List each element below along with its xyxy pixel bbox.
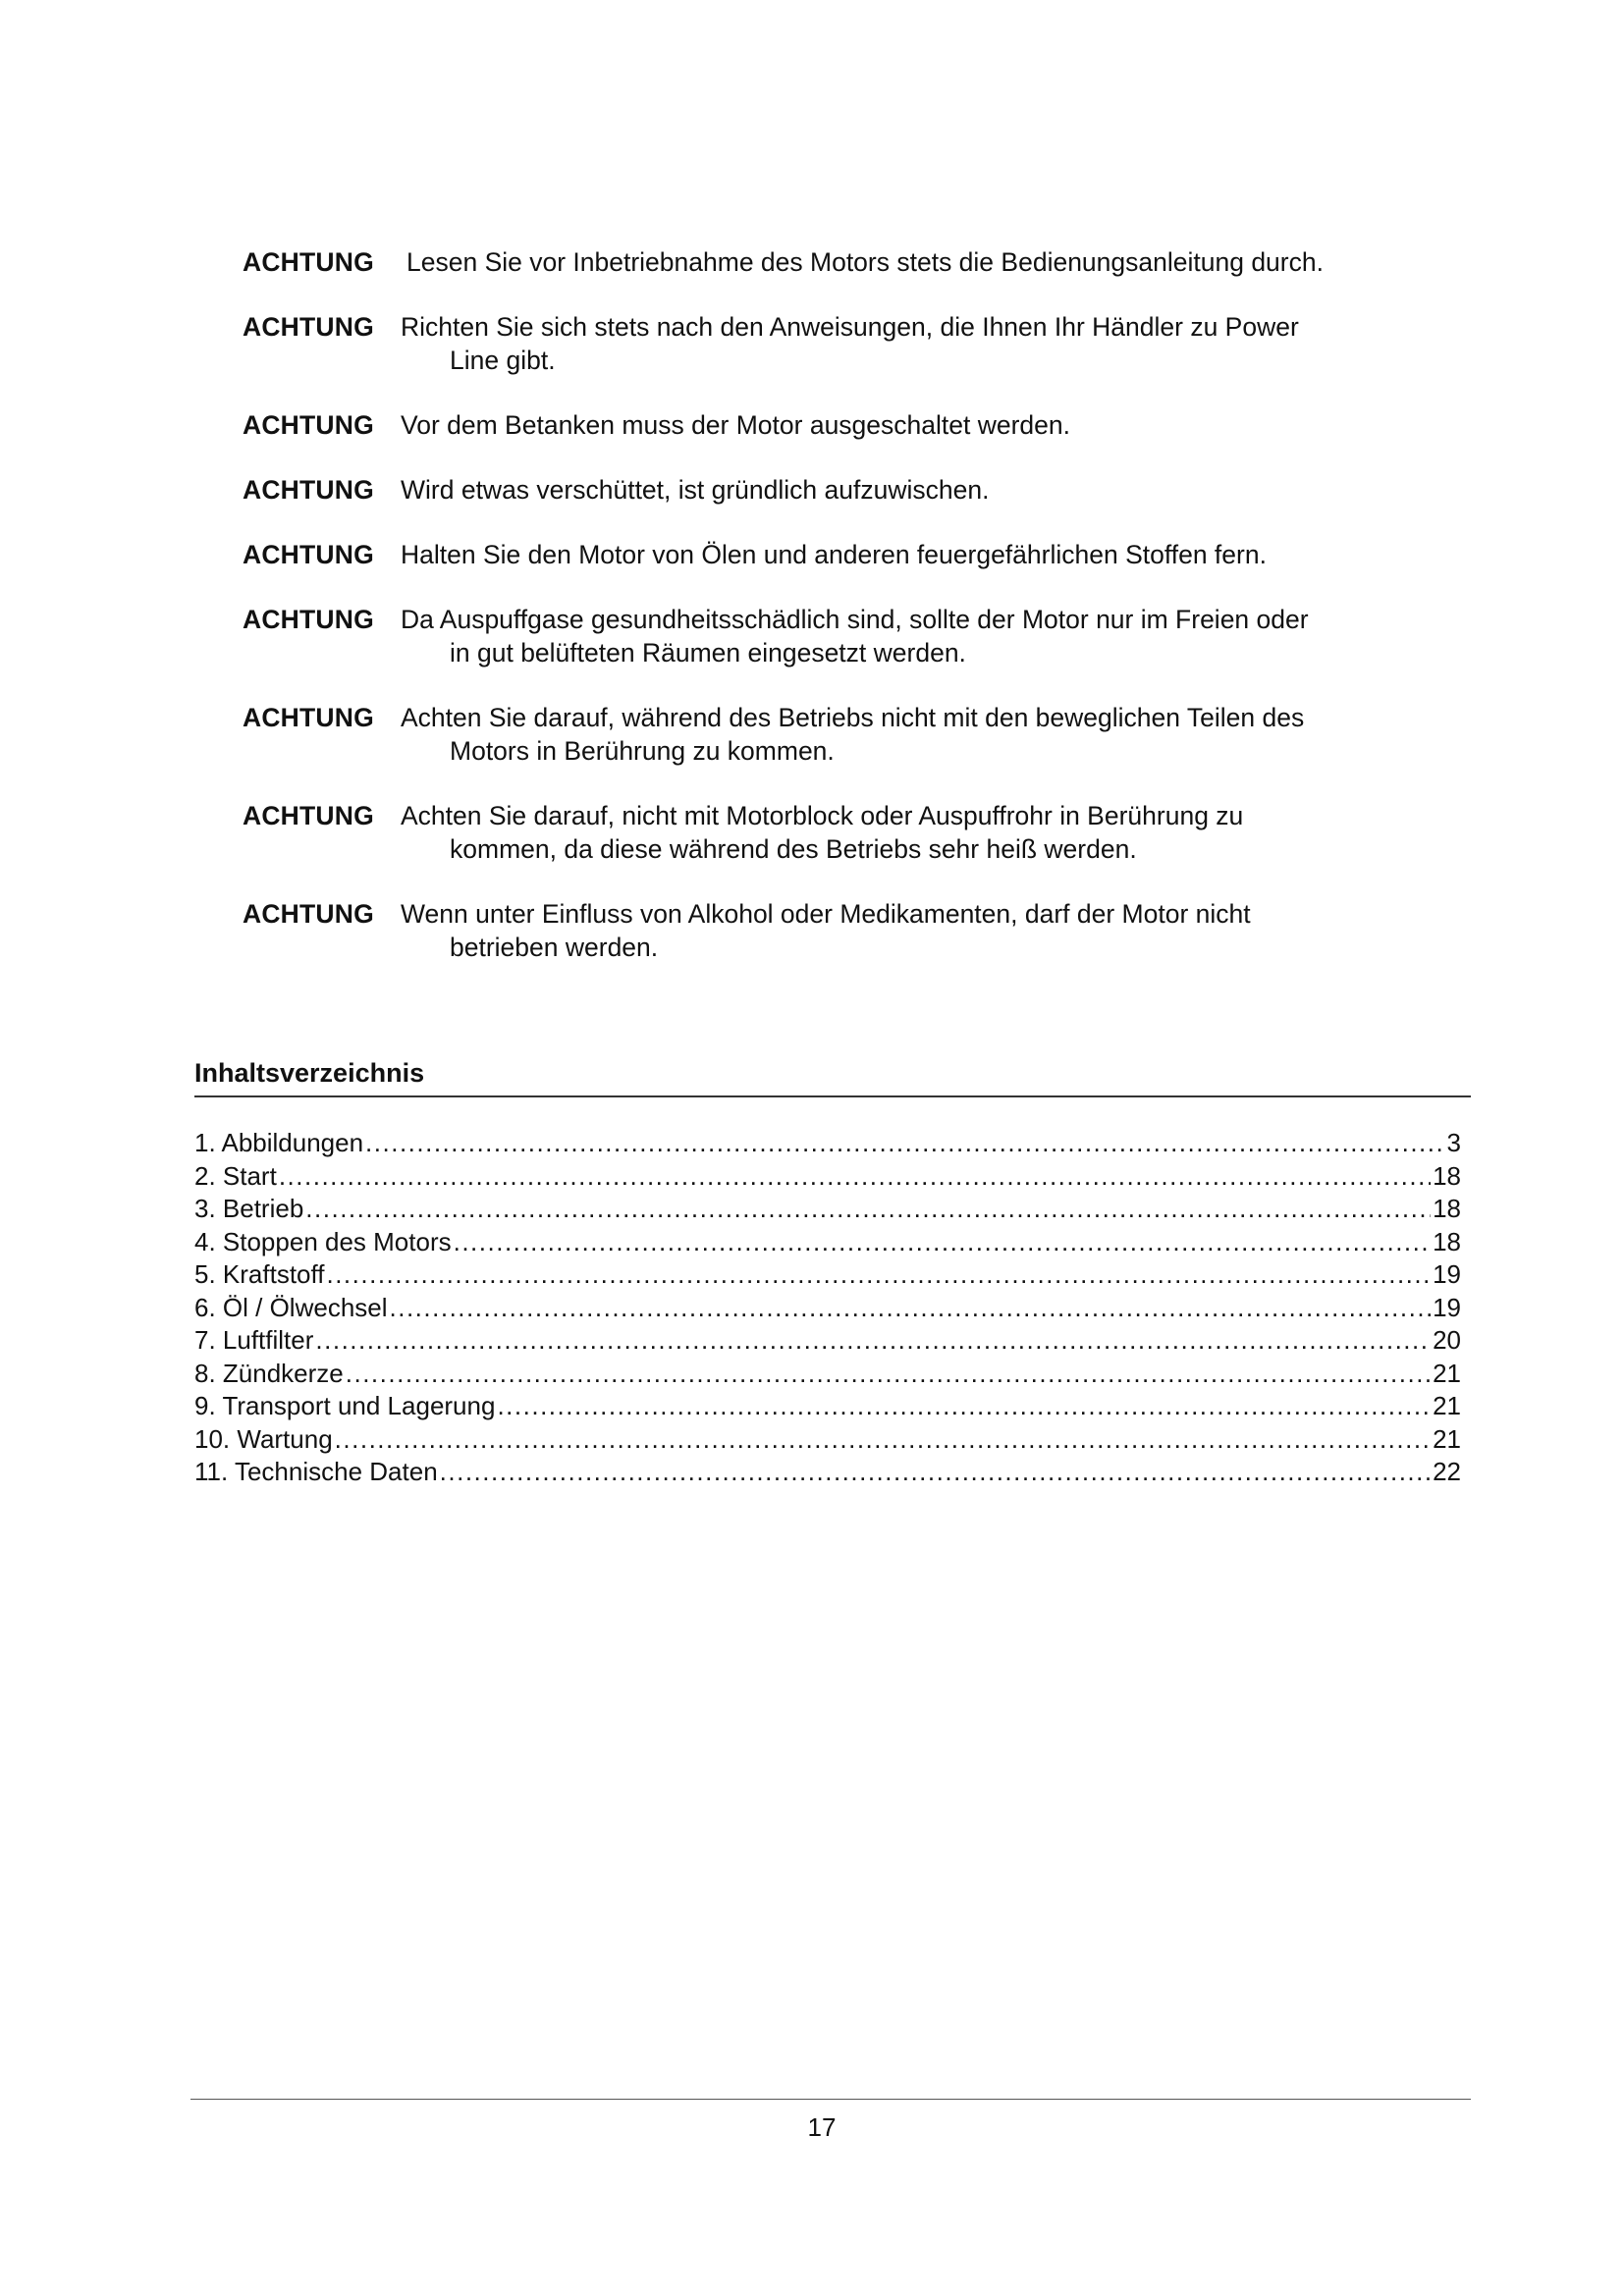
warning-item bbox=[243, 701, 1470, 768]
toc-entry-title: 6. Öl / Ölwechsel bbox=[194, 1292, 388, 1322]
toc-entry[interactable] bbox=[194, 1358, 1461, 1391]
toc-entry[interactable] bbox=[194, 1160, 1461, 1194]
toc-leader-dots bbox=[365, 1127, 1444, 1160]
toc-entry[interactable] bbox=[194, 1292, 1461, 1325]
toc-entry-title: 4. Stoppen des Motors bbox=[194, 1226, 452, 1256]
toc-divider bbox=[194, 1095, 1471, 1097]
warning-text-line: kommen, da diese während des Betriebs sehr heiß werden. bbox=[450, 834, 1137, 864]
warning-text bbox=[401, 603, 1470, 669]
warning-label: ACHTUNG bbox=[243, 475, 374, 505]
toc-leader-dots bbox=[279, 1160, 1431, 1194]
warning-text bbox=[401, 897, 1470, 964]
warning-text-line: Wenn unter Einfluss von Alkohol oder Medikamenten, darf der Motor nicht bbox=[401, 899, 1251, 929]
warning-text bbox=[401, 538, 1470, 571]
toc-entry-page: 21 bbox=[1433, 1358, 1461, 1388]
warning-text-line: in gut belüfteten Räumen eingesetzt werden. bbox=[450, 638, 966, 667]
warning-item bbox=[243, 897, 1470, 964]
toc-entry-page: 20 bbox=[1433, 1325, 1461, 1355]
toc-entry-title: 2. Start bbox=[194, 1160, 277, 1191]
toc-entry[interactable] bbox=[194, 1258, 1461, 1292]
warning-text-line: Vor dem Betanken muss der Motor ausgeschaltet werden. bbox=[401, 410, 1070, 440]
toc-entry-title: 1. Abbildungen bbox=[194, 1128, 364, 1157]
toc-entry-page: 21 bbox=[1433, 1391, 1461, 1420]
toc-entry-page: 18 bbox=[1433, 1226, 1461, 1256]
warning-text bbox=[401, 799, 1470, 866]
toc-leader-dots bbox=[440, 1456, 1431, 1489]
toc-entry-title: 5. Kraftstoff bbox=[194, 1259, 325, 1289]
toc-entry-page: 22 bbox=[1433, 1457, 1461, 1486]
toc-leader-dots bbox=[335, 1423, 1431, 1457]
toc-entry-page: 19 bbox=[1433, 1292, 1461, 1322]
warning-item bbox=[243, 245, 1470, 279]
toc-leader-dots bbox=[497, 1390, 1431, 1423]
toc-entry-title: 11. Technische Daten bbox=[194, 1457, 438, 1486]
warning-text-line: Line gibt. bbox=[450, 346, 556, 375]
toc-entry-page: 18 bbox=[1433, 1160, 1461, 1191]
warning-text bbox=[401, 310, 1470, 377]
warning-text-line: Lesen Sie vor Inbetriebnahme des Motors stets die Bedienungsanleitung durch. bbox=[406, 247, 1324, 277]
toc-entry-page: 21 bbox=[1433, 1423, 1461, 1454]
warning-text bbox=[401, 408, 1470, 442]
toc-entry-title: 8. Zündkerze bbox=[194, 1358, 344, 1388]
toc-entry-title: 9. Transport und Lagerung bbox=[194, 1391, 496, 1420]
toc-leader-dots bbox=[305, 1193, 1431, 1226]
warning-text bbox=[401, 245, 1470, 279]
warning-text-line: betrieben werden. bbox=[450, 933, 659, 962]
warning-text-line: Achten Sie darauf, nicht mit Motorblock oder Auspuffrohr in Berührung zu bbox=[401, 801, 1244, 830]
warning-label: ACHTUNG bbox=[243, 899, 374, 929]
toc-entry-page: 18 bbox=[1433, 1194, 1461, 1223]
table-of-contents bbox=[194, 1127, 1461, 1489]
warning-label: ACHTUNG bbox=[243, 605, 374, 634]
toc-leader-dots bbox=[346, 1358, 1431, 1391]
toc-entry-page: 3 bbox=[1446, 1128, 1461, 1157]
toc-entry-title: 3. Betrieb bbox=[194, 1194, 304, 1223]
toc-heading: Inhaltsverzeichnis bbox=[194, 1058, 425, 1088]
toc-entry[interactable] bbox=[194, 1423, 1461, 1457]
warning-label: ACHTUNG bbox=[243, 801, 374, 830]
warning-text bbox=[401, 701, 1470, 768]
toc-entry[interactable] bbox=[194, 1127, 1461, 1160]
warning-text-line: Achten Sie darauf, während des Betriebs nicht mit den beweglichen Teilen des bbox=[401, 703, 1305, 732]
toc-leader-dots bbox=[326, 1258, 1431, 1292]
warning-label: ACHTUNG bbox=[243, 410, 374, 440]
warning-text-line: Halten Sie den Motor von Ölen und anderen feuergefährlichen Stoffen fern. bbox=[401, 540, 1267, 569]
warning-item bbox=[243, 603, 1470, 669]
warning-item bbox=[243, 799, 1470, 866]
toc-entry-page: 19 bbox=[1433, 1259, 1461, 1289]
warnings-section bbox=[243, 245, 1470, 995]
warning-text bbox=[401, 473, 1470, 507]
toc-leader-dots bbox=[315, 1324, 1431, 1358]
toc-entry[interactable] bbox=[194, 1193, 1461, 1226]
toc-entry[interactable] bbox=[194, 1226, 1461, 1259]
warning-text-line: Motors in Berührung zu kommen. bbox=[450, 736, 835, 766]
toc-entry-title: 10. Wartung bbox=[194, 1423, 333, 1454]
toc-leader-dots bbox=[390, 1292, 1432, 1325]
warning-label: ACHTUNG bbox=[243, 703, 374, 732]
warning-text-line: Wird etwas verschüttet, ist gründlich aufzuwischen. bbox=[401, 475, 990, 505]
toc-entry-title: 7. Luftfilter bbox=[194, 1325, 314, 1355]
warning-label: ACHTUNG bbox=[243, 247, 374, 277]
toc-entry[interactable] bbox=[194, 1390, 1461, 1423]
toc-entry[interactable] bbox=[194, 1456, 1461, 1489]
warning-item bbox=[243, 473, 1470, 507]
warning-item bbox=[243, 538, 1470, 571]
warning-item bbox=[243, 310, 1470, 377]
toc-leader-dots bbox=[454, 1226, 1431, 1259]
footer-divider bbox=[190, 2099, 1471, 2100]
warning-text-line: Richten Sie sich stets nach den Anweisungen, die Ihnen Ihr Händler zu Power bbox=[401, 312, 1299, 342]
warning-label: ACHTUNG bbox=[243, 540, 374, 569]
warning-item bbox=[243, 408, 1470, 442]
page-number: 17 bbox=[807, 2112, 837, 2142]
warning-text-line: Da Auspuffgase gesundheitsschädlich sind, sollte der Motor nur im Freien oder bbox=[401, 605, 1309, 634]
toc-entry[interactable] bbox=[194, 1324, 1461, 1358]
warning-label: ACHTUNG bbox=[243, 312, 374, 342]
